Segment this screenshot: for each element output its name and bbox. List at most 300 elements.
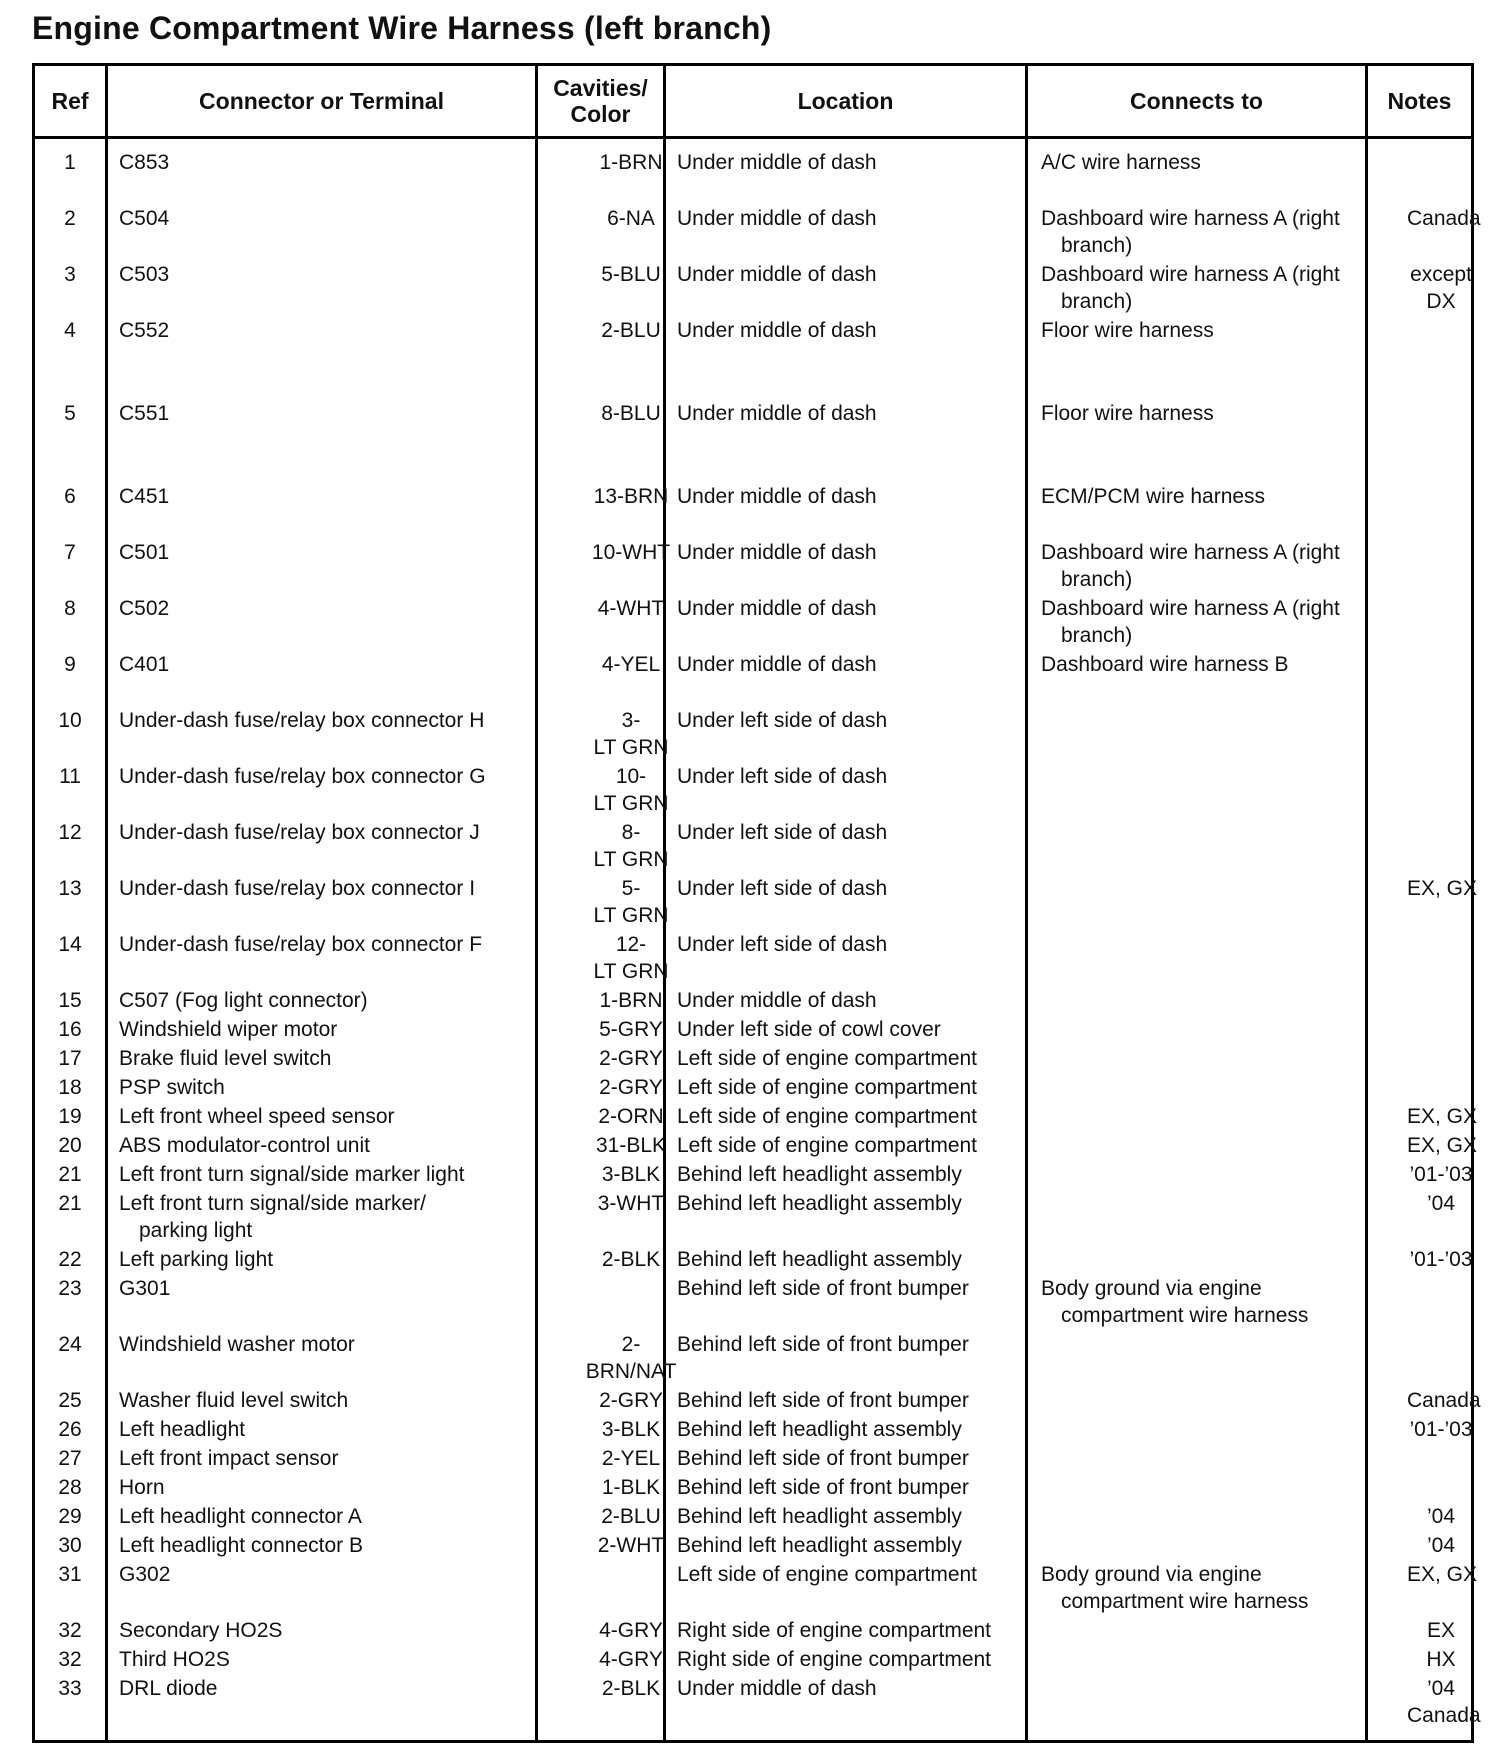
cell-connector	[119, 1675, 549, 1702]
cell-location-line1: Behind left side of front bumper	[677, 1476, 969, 1499]
cell-connector-line1: Secondary HO2S	[119, 1619, 283, 1642]
cell-connects-to	[1041, 149, 1371, 176]
table-row	[35, 1646, 1471, 1675]
cell-notes	[1407, 1161, 1475, 1188]
cell-ref-line1: 18	[58, 1076, 82, 1099]
cell-cavities-line1: 1-BLK	[601, 1476, 661, 1499]
cell-ref	[35, 317, 105, 344]
cell-location	[677, 261, 1047, 288]
cell-connects-to-line1: Dashboard wire harness A (right	[1041, 207, 1340, 230]
cell-connector-line1: C501	[119, 541, 170, 564]
cell-location-line1: Under left side of dash	[677, 709, 888, 732]
cell-notes	[1407, 1387, 1481, 1414]
cell-connects-to-line1: Body ground via engine	[1041, 1563, 1262, 1586]
cell-location-line1: Under left side of dash	[677, 933, 888, 956]
cell-ref-line1: 19	[58, 1105, 82, 1128]
cell-notes	[1407, 1503, 1475, 1530]
cell-cavities-line1: 2-BLU	[601, 319, 661, 342]
cell-ref-line1: 5	[64, 402, 76, 425]
cell-ref	[35, 1190, 105, 1217]
cell-connector	[119, 1246, 549, 1273]
cell-cavities-line1: 4-GRY	[599, 1648, 663, 1671]
cell-ref-line1: 32	[58, 1648, 82, 1671]
cell-notes-line1: EX, GX	[1407, 1105, 1478, 1128]
cell-connector	[119, 149, 549, 176]
cell-cavities-line2: LT GRN	[593, 792, 669, 815]
cell-ref	[35, 763, 105, 790]
cell-cavities-line1: 3-	[621, 709, 641, 732]
cell-ref-line1: 31	[58, 1563, 82, 1586]
table-row	[35, 1617, 1471, 1646]
cell-cavities-line1: 3-BLK	[601, 1418, 661, 1441]
cell-cavities-line1: 4-GRY	[599, 1619, 663, 1642]
cell-ref-line1: 26	[58, 1418, 82, 1441]
cell-ref-line1: 12	[58, 821, 82, 844]
cell-connects-to	[1041, 539, 1371, 593]
cell-ref-line1: 4	[64, 319, 76, 342]
cell-cavities-line1: 10-	[615, 765, 647, 788]
cell-connects-to-line1: Dashboard wire harness A (right	[1041, 597, 1340, 620]
cell-notes	[1407, 205, 1481, 232]
table-row	[35, 1503, 1471, 1532]
cell-connector	[119, 1190, 549, 1244]
table-row	[35, 1190, 1471, 1246]
cell-notes-line1: ’04	[1426, 1192, 1456, 1215]
cell-cavities-line1: 12-	[615, 933, 647, 956]
cell-notes	[1407, 1190, 1475, 1217]
cell-cavities-line2: LT GRN	[593, 904, 669, 927]
cell-ref-line1: 13	[58, 877, 82, 900]
table-row	[35, 1331, 1471, 1387]
cell-location-line1: Left side of engine compartment	[677, 1563, 978, 1586]
cell-connector-line1: Washer fluid level switch	[119, 1389, 349, 1412]
table-row	[35, 205, 1481, 261]
cell-ref-line1: 29	[58, 1505, 82, 1528]
cell-location-line1: Behind left headlight assembly	[677, 1534, 962, 1557]
cell-location	[677, 931, 1047, 958]
cell-location	[677, 205, 1047, 232]
cell-location	[677, 1045, 1047, 1072]
table-row	[35, 1474, 1471, 1503]
cell-location	[677, 875, 1047, 902]
table-row	[35, 317, 1471, 400]
cell-location	[677, 317, 1047, 344]
cell-connector	[119, 539, 549, 566]
cell-ref-line1: 6	[64, 485, 76, 508]
cell-notes-line1: except	[1410, 263, 1472, 286]
cell-location-line1: Left side of engine compartment	[677, 1076, 978, 1099]
cell-ref-line1: 33	[58, 1677, 82, 1700]
cell-connector-line1: Under-dash fuse/relay box connector H	[119, 709, 485, 732]
cell-connector	[119, 317, 549, 344]
cell-ref-line1: 2	[64, 207, 76, 230]
cell-notes	[1407, 261, 1475, 315]
table-row	[35, 483, 1471, 539]
cell-location-line1: Left side of engine compartment	[677, 1105, 978, 1128]
cell-connector	[119, 819, 549, 846]
cell-connector	[119, 1617, 549, 1644]
table-row	[35, 1387, 1481, 1416]
cell-cavities-line1: 1-BRN	[599, 151, 663, 174]
header-cavities: Cavities/ Color	[553, 75, 648, 127]
cell-ref-line1: 21	[58, 1163, 82, 1186]
cell-notes-line2: DX	[1426, 290, 1456, 313]
cell-connects-to	[1041, 595, 1371, 649]
cell-ref-line1: 9	[64, 653, 76, 676]
cell-notes-line1: ’01-’03	[1409, 1418, 1473, 1441]
cell-connector	[119, 1331, 549, 1358]
cell-location	[677, 1016, 1047, 1043]
cell-connector	[119, 1646, 549, 1673]
cell-connector	[119, 707, 549, 734]
cell-notes-line1: ’04	[1426, 1677, 1456, 1700]
cell-connector	[119, 1445, 549, 1472]
cell-connector	[119, 483, 549, 510]
cell-notes-line1: EX, GX	[1407, 1134, 1478, 1157]
cell-cavities-line1: 2-BLK	[601, 1248, 661, 1271]
cell-location-line1: Under middle of dash	[677, 402, 877, 425]
cell-cavities-line1: 8-BLU	[601, 402, 661, 425]
cell-location-line1: Left side of engine compartment	[677, 1047, 978, 1070]
table-row	[35, 1045, 1471, 1074]
cell-ref	[35, 205, 105, 232]
cell-connector-line1: Left front turn signal/side marker light	[119, 1163, 465, 1186]
table-row	[35, 1074, 1471, 1103]
cell-location	[677, 1161, 1047, 1188]
cell-ref	[35, 1246, 105, 1273]
cell-notes	[1407, 1532, 1475, 1559]
cell-ref-line1: 32	[58, 1619, 82, 1642]
cell-cavities-line2: BRN/NAT	[585, 1360, 677, 1383]
cell-notes-line1: EX, GX	[1407, 877, 1478, 900]
cell-cavities-line1: 2-	[621, 1333, 641, 1356]
cell-location-line1: Left side of engine compartment	[677, 1134, 978, 1157]
cell-connector	[119, 261, 549, 288]
cell-notes-line1: ’01-’03	[1409, 1163, 1473, 1186]
cell-cavities-line1: 2-BLU	[601, 1505, 661, 1528]
table-row	[35, 261, 1471, 317]
cell-connects-to-line2: branch)	[1061, 624, 1133, 647]
cell-connector-line1: Horn	[119, 1476, 165, 1499]
cell-connector	[119, 1074, 549, 1101]
cell-ref	[35, 1503, 105, 1530]
cell-connector-line1: Left front impact sensor	[119, 1447, 339, 1470]
cell-connector-line1: C503	[119, 263, 170, 286]
cell-notes	[1407, 1675, 1481, 1729]
cell-ref	[35, 1275, 105, 1302]
cell-location-line1: Under left side of dash	[677, 877, 888, 900]
cell-location-line1: Under middle of dash	[677, 541, 877, 564]
cell-location	[677, 987, 1047, 1014]
cell-location	[677, 400, 1047, 427]
cell-ref-line1: 8	[64, 597, 76, 620]
cell-ref	[35, 483, 105, 510]
cell-connector	[119, 595, 549, 622]
cell-location	[677, 1675, 1047, 1702]
cell-ref	[35, 1561, 105, 1588]
cell-connector	[119, 1532, 549, 1559]
cell-location-line1: Behind left side of front bumper	[677, 1389, 969, 1412]
cell-connects-to	[1041, 205, 1371, 259]
cell-ref	[35, 1646, 105, 1673]
cell-ref-line1: 11	[59, 765, 81, 788]
cell-ref-line1: 7	[64, 541, 76, 564]
cell-connector-line1: Under-dash fuse/relay box connector F	[119, 933, 483, 956]
cell-location-line1: Right side of engine compartment	[677, 1648, 992, 1671]
cell-notes-line1: EX, GX	[1407, 1563, 1478, 1586]
cell-cavities-line1: 3-BLK	[601, 1163, 661, 1186]
cell-connector	[119, 1416, 549, 1443]
cell-cavities-line1: 2-ORN	[598, 1105, 664, 1128]
cell-connector-line1: G301	[119, 1277, 171, 1300]
cell-connector-line1: DRL diode	[119, 1677, 218, 1700]
cell-cavities-line2: LT GRN	[593, 848, 669, 871]
cell-location-line1: Under middle of dash	[677, 1677, 877, 1700]
cell-notes-line1: EX	[1426, 1619, 1455, 1642]
cell-connector-line1: Left front turn signal/side marker/	[119, 1192, 426, 1215]
cell-connector	[119, 1387, 549, 1414]
cell-cavities-line1: 10-WHT	[591, 541, 671, 564]
table-row	[35, 1016, 1471, 1045]
cell-ref	[35, 1617, 105, 1644]
cell-connector-line1: C401	[119, 653, 170, 676]
cell-location-line1: Under middle of dash	[677, 653, 877, 676]
cell-cavities-line1: 2-YEL	[601, 1447, 661, 1470]
cell-cavities-line1: 2-GRY	[599, 1076, 663, 1099]
cell-connects-to	[1041, 483, 1371, 510]
cell-connector	[119, 1275, 549, 1302]
cell-connects-to	[1041, 1275, 1371, 1329]
cell-cavities-line1: 5-GRY	[599, 1018, 663, 1041]
cell-ref	[35, 149, 105, 176]
cell-location	[677, 1275, 1047, 1302]
header-ref: Ref	[51, 88, 89, 114]
table-row	[35, 1416, 1471, 1445]
cell-ref	[35, 1675, 105, 1702]
cell-cavities-line1: 5-	[621, 877, 641, 900]
cell-location	[677, 819, 1047, 846]
cell-notes	[1407, 1561, 1478, 1588]
cell-connector-line1: C552	[119, 319, 170, 342]
cell-ref	[35, 1445, 105, 1472]
cell-notes-line2: Canada	[1407, 1704, 1481, 1727]
cell-ref-line1: 17	[58, 1047, 82, 1070]
cell-connector-line1: Brake fluid level switch	[119, 1047, 332, 1070]
cell-connects-to	[1041, 261, 1371, 315]
cell-connector-line1: C551	[119, 402, 170, 425]
cell-ref	[35, 651, 105, 678]
cell-connects-to-line2: compartment wire harness	[1061, 1304, 1309, 1327]
cell-connector-line1: Left headlight	[119, 1418, 246, 1441]
cell-location	[677, 1246, 1047, 1273]
harness-table	[32, 63, 1481, 1743]
cell-location-line1: Under middle of dash	[677, 151, 877, 174]
cell-ref	[35, 875, 105, 902]
cell-location	[677, 1103, 1047, 1130]
cell-location	[677, 1074, 1047, 1101]
cell-connects-to-line1: Floor wire harness	[1041, 319, 1214, 342]
cell-location	[677, 1387, 1047, 1414]
cell-connector-line1: C504	[119, 207, 170, 230]
table-row	[35, 149, 1471, 205]
header-location: Location	[797, 88, 894, 114]
cell-ref	[35, 1016, 105, 1043]
table-row	[35, 707, 1471, 763]
cell-connector	[119, 931, 549, 958]
cell-location	[677, 651, 1047, 678]
cell-ref	[35, 1161, 105, 1188]
cell-cavities-line1: 2-GRY	[599, 1047, 663, 1070]
cell-location	[677, 1474, 1047, 1501]
cell-connector-line1: ABS modulator-control unit	[119, 1134, 370, 1157]
table-row	[35, 400, 1471, 483]
cell-location-line1: Behind left headlight assembly	[677, 1163, 962, 1186]
cell-connector	[119, 987, 549, 1014]
cell-connects-to-line2: compartment wire harness	[1061, 1590, 1309, 1613]
cell-connects-to-line2: branch)	[1061, 568, 1133, 591]
cell-notes-line1: Canada	[1407, 207, 1481, 230]
cell-notes	[1407, 1132, 1478, 1159]
table-row	[35, 931, 1471, 987]
cell-ref-line1: 15	[58, 989, 82, 1012]
cell-location	[677, 1331, 1047, 1358]
cell-connects-to-line1: ECM/PCM wire harness	[1041, 485, 1266, 508]
cell-connector-line1: C853	[119, 151, 170, 174]
cell-location-line1: Under left side of cowl cover	[677, 1018, 941, 1041]
cell-connects-to-line1: Dashboard wire harness B	[1041, 653, 1289, 676]
cell-connector-line1: C451	[119, 485, 170, 508]
cell-cavities-line2: LT GRN	[593, 960, 669, 983]
cell-location	[677, 595, 1047, 622]
cell-connects-to-line1: Dashboard wire harness A (right	[1041, 541, 1340, 564]
cell-cavities-line1: 31-BLK	[595, 1134, 667, 1157]
cell-ref-line1: 16	[58, 1018, 82, 1041]
cell-connector	[119, 1474, 549, 1501]
table-row	[35, 819, 1471, 875]
cell-notes	[1407, 875, 1478, 902]
cell-notes	[1407, 1103, 1478, 1130]
cell-ref	[35, 987, 105, 1014]
cell-ref-line1: 25	[58, 1389, 82, 1412]
table-row	[35, 1161, 1471, 1190]
table-row	[35, 1675, 1481, 1731]
cell-connects-to	[1041, 400, 1371, 427]
table-row	[35, 987, 1471, 1016]
cell-connector-line2: parking light	[139, 1219, 253, 1242]
cell-ref	[35, 400, 105, 427]
cell-ref-line1: 14	[58, 933, 82, 956]
cell-connector-line1: Third HO2S	[119, 1648, 230, 1671]
cell-connector-line1: Left parking light	[119, 1248, 274, 1271]
cell-ref	[35, 1045, 105, 1072]
cell-ref	[35, 1132, 105, 1159]
table-row	[35, 1132, 1478, 1161]
cell-ref-line1: 24	[58, 1333, 82, 1356]
cell-location	[677, 1561, 1047, 1588]
cell-ref-line1: 3	[64, 263, 76, 286]
cell-connects-to-line1: Body ground via engine	[1041, 1277, 1262, 1300]
cell-connector-line1: Under-dash fuse/relay box connector I	[119, 877, 476, 900]
cell-connects-to-line2: branch)	[1061, 234, 1133, 257]
cell-ref	[35, 707, 105, 734]
table-row	[35, 1275, 1471, 1331]
cell-connector-line1: G302	[119, 1563, 171, 1586]
header-connector: Connector or Terminal	[199, 88, 444, 114]
cell-location	[677, 1445, 1047, 1472]
cell-ref	[35, 539, 105, 566]
cell-ref-line1: 21	[58, 1192, 82, 1215]
cell-location	[677, 1532, 1047, 1559]
cell-cavities-line1: 2-GRY	[599, 1389, 663, 1412]
table-row	[35, 539, 1471, 595]
table-row	[35, 1103, 1478, 1132]
cell-connector	[119, 1132, 549, 1159]
cell-ref-line1: 22	[58, 1248, 82, 1271]
cell-connects-to-line1: Floor wire harness	[1041, 402, 1214, 425]
cell-ref	[35, 1416, 105, 1443]
table-row	[35, 763, 1471, 819]
cell-ref	[35, 1074, 105, 1101]
cell-location-line1: Behind left side of front bumper	[677, 1333, 969, 1356]
cell-connector-line1: PSP switch	[119, 1076, 225, 1099]
cell-connector	[119, 205, 549, 232]
header-notes: Notes	[1387, 88, 1452, 114]
cell-ref	[35, 1532, 105, 1559]
cell-notes	[1407, 1617, 1475, 1644]
cell-notes-line1: Canada	[1407, 1389, 1481, 1412]
cell-connector-line1: Under-dash fuse/relay box connector G	[119, 765, 486, 788]
cell-connects-to	[1041, 651, 1371, 678]
cell-connector-line1: Under-dash fuse/relay box connector J	[119, 821, 480, 844]
cell-connector-line1: C507 (Fog light connector)	[119, 989, 368, 1012]
cell-location	[677, 149, 1047, 176]
cell-location-line1: Under left side of dash	[677, 821, 888, 844]
cell-connector	[119, 1045, 549, 1072]
cell-ref-line1: 1	[64, 151, 76, 174]
cell-connector	[119, 1161, 549, 1188]
cell-ref-line1: 27	[58, 1447, 82, 1470]
cell-notes	[1407, 1246, 1475, 1273]
cell-connector	[119, 763, 549, 790]
cell-ref	[35, 1474, 105, 1501]
cell-connects-to-line1: Dashboard wire harness A (right	[1041, 263, 1340, 286]
cell-connector-line1: Left headlight connector A	[119, 1505, 362, 1528]
cell-ref	[35, 819, 105, 846]
cell-location	[677, 707, 1047, 734]
table-row	[35, 1532, 1471, 1561]
cell-ref-line1: 30	[58, 1534, 82, 1557]
cell-location-line1: Behind left side of front bumper	[677, 1277, 969, 1300]
cell-cavities-line1: 3-WHT	[597, 1192, 665, 1215]
cell-location-line1: Behind left side of front bumper	[677, 1447, 969, 1470]
cell-ref	[35, 931, 105, 958]
cell-notes	[1407, 1646, 1475, 1673]
cell-location	[677, 1416, 1047, 1443]
cell-connector	[119, 400, 549, 427]
page-title: Engine Compartment Wire Harness (left branch)	[32, 10, 772, 46]
cell-cavities-line1: 2-WHT	[597, 1534, 665, 1557]
cell-location	[677, 1503, 1047, 1530]
cell-location	[677, 1646, 1047, 1673]
cell-connector-line1: Windshield washer motor	[119, 1333, 355, 1356]
cell-location-line1: Under middle of dash	[677, 597, 877, 620]
cell-cavities-line1: 1-BRN	[599, 989, 663, 1012]
header-connects-to: Connects to	[1130, 88, 1263, 114]
cell-location-line1: Behind left headlight assembly	[677, 1192, 962, 1215]
cell-location	[677, 483, 1047, 510]
cell-location-line1: Under left side of dash	[677, 765, 888, 788]
cell-notes-line1: ’04	[1426, 1505, 1456, 1528]
